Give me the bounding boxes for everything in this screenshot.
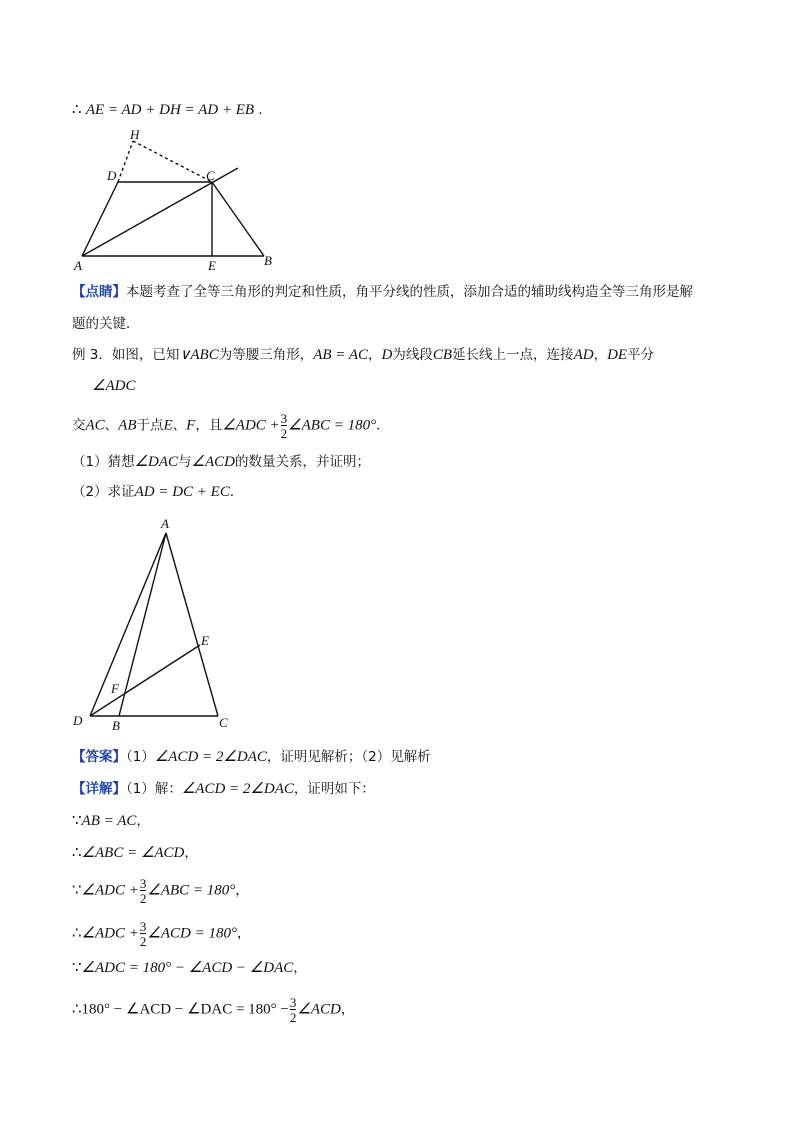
denominator: 2 [139, 934, 147, 949]
label-h: H [130, 127, 140, 142]
example-3-line-2 [92, 376, 135, 396]
numerator: 3 [280, 411, 288, 426]
math: ∠ACD = 180° [147, 925, 237, 942]
label-f: F [111, 681, 119, 696]
math: ∠ABC = 180° [288, 417, 377, 434]
text: 于点 [136, 417, 164, 434]
text: 例 3．如图，已知 [72, 347, 180, 363]
detail-tag: 【详解】 [72, 781, 126, 797]
math: ∠ABC = 180° [147, 882, 236, 899]
math: DE [607, 347, 628, 363]
step-5 [72, 958, 307, 978]
therefore-symbol: ∴ [72, 925, 82, 942]
text: （1）猜想 [72, 454, 135, 470]
period: ． [258, 102, 272, 118]
label-d: D [107, 168, 117, 183]
segment-ab [119, 533, 166, 716]
text: 为等腰三角形， [218, 347, 314, 363]
conclusion-line [72, 100, 272, 120]
math: AD = DC + EC [134, 484, 230, 500]
numerator: 3 [289, 995, 297, 1010]
math: AB = AC [313, 347, 369, 363]
math: ∠DAC [134, 454, 179, 470]
math: AB [118, 417, 137, 434]
text: ． [376, 417, 390, 434]
step-4 [72, 920, 250, 948]
question-1 [72, 452, 370, 472]
denominator: 2 [280, 426, 288, 441]
math: ∠ADC = 180° − ∠ACD − ∠DAC [81, 960, 294, 976]
math: ∠ADC + [81, 925, 139, 942]
dianjing-text-cont: 题的关键． [72, 316, 140, 332]
label-b: B [112, 718, 120, 733]
numerator: 3 [139, 919, 147, 934]
label-a: A [74, 258, 82, 273]
text: ． [229, 484, 244, 500]
segment-hc [133, 141, 212, 182]
math: ∠ABC = ∠ACD [81, 845, 185, 861]
text: ，证明如下： [293, 781, 375, 797]
example-3-line-3 [72, 412, 390, 440]
dianjing-text: 本题考查了全等三角形的判定和性质，角平分线的性质，添加合适的辅助线构造全等三角形是解 [126, 284, 693, 300]
math: ∠ADC + [222, 417, 280, 434]
step-2 [72, 843, 198, 863]
dianjing-line-2 [72, 314, 140, 334]
math: AB = AC [81, 813, 137, 829]
segment-ad [90, 533, 166, 716]
text: ， [368, 347, 382, 363]
segment-de [90, 645, 200, 716]
text: 的数量关系，并证明； [235, 454, 370, 470]
text: 、 [172, 417, 187, 434]
math: ∠ADC [92, 378, 136, 394]
numerator: 3 [139, 876, 147, 891]
dianjing-line-1 [72, 282, 693, 302]
math: ∠ACD [191, 454, 235, 470]
text: 、 [104, 417, 119, 434]
fraction [140, 920, 147, 948]
step-1 [72, 811, 150, 831]
text: ，且 [195, 417, 223, 434]
math: 180° − ∠ACD − ∠DAC = 180° − [81, 1001, 289, 1018]
label-e: E [208, 258, 216, 273]
comma: ， [236, 925, 251, 942]
text: （2）求证 [72, 484, 135, 500]
label-a: A [161, 516, 169, 531]
math: D [381, 347, 393, 363]
segment-cb [212, 182, 264, 256]
detail-line [72, 779, 375, 799]
fraction [281, 412, 288, 440]
denominator: 2 [139, 891, 147, 906]
text: （1） [126, 749, 155, 765]
text: 平分 [627, 347, 655, 363]
fraction [290, 996, 297, 1024]
math: AD [573, 347, 594, 363]
example-3-line-1 [72, 345, 654, 365]
dianjing-tag: 【点睛】 [72, 284, 126, 300]
math: E [163, 417, 173, 434]
fraction [140, 877, 147, 905]
comma: ， [340, 1001, 355, 1018]
therefore-symbol: ∴ [72, 845, 82, 861]
segment-ad [82, 182, 118, 256]
therefore-symbol: ∴ [72, 102, 82, 118]
segment-dh [118, 141, 133, 182]
label-d: D [73, 713, 83, 728]
text: ，证明见解析；（2）见解析 [266, 749, 431, 765]
because-symbol: ∵ [72, 813, 82, 829]
denominator: 2 [289, 1010, 297, 1025]
math: ∠ACD [297, 1001, 341, 1018]
step-6 [72, 996, 354, 1024]
text: 与 [178, 454, 192, 470]
text: 为线段 [392, 347, 433, 363]
text: 交 [72, 417, 86, 434]
math: ∠ADC + [81, 882, 139, 899]
comma: ， [136, 813, 150, 829]
label-c: C [219, 715, 228, 730]
segment-ac [166, 533, 218, 716]
answer-tag: 【答案】 [72, 749, 126, 765]
label-e: E [201, 633, 209, 648]
math: ∠ACD = 2∠DAC [181, 781, 294, 797]
answer-line [72, 747, 431, 767]
because-symbol: ∵ [72, 882, 82, 899]
therefore-symbol: ∴ [72, 1001, 82, 1018]
math-expression: AE = AD + DH = AD + EB [85, 102, 255, 118]
math: ∨ABC [179, 347, 219, 363]
text: 延长线上一点，连接 [452, 347, 574, 363]
math: AC [85, 417, 105, 434]
question-2 [72, 482, 243, 502]
math: F [186, 417, 196, 434]
segment-ac-extended [82, 168, 238, 256]
label-b: B [264, 253, 272, 268]
comma: ， [293, 960, 307, 976]
because-symbol: ∵ [72, 960, 82, 976]
text: （1）解： [126, 781, 182, 797]
text: ， [593, 347, 608, 363]
math: ∠ACD = 2∠DAC [154, 749, 267, 765]
step-3 [72, 877, 249, 905]
comma: ， [235, 882, 249, 899]
label-c: C [206, 168, 215, 183]
comma: ， [184, 845, 198, 861]
math: CB [432, 347, 453, 363]
